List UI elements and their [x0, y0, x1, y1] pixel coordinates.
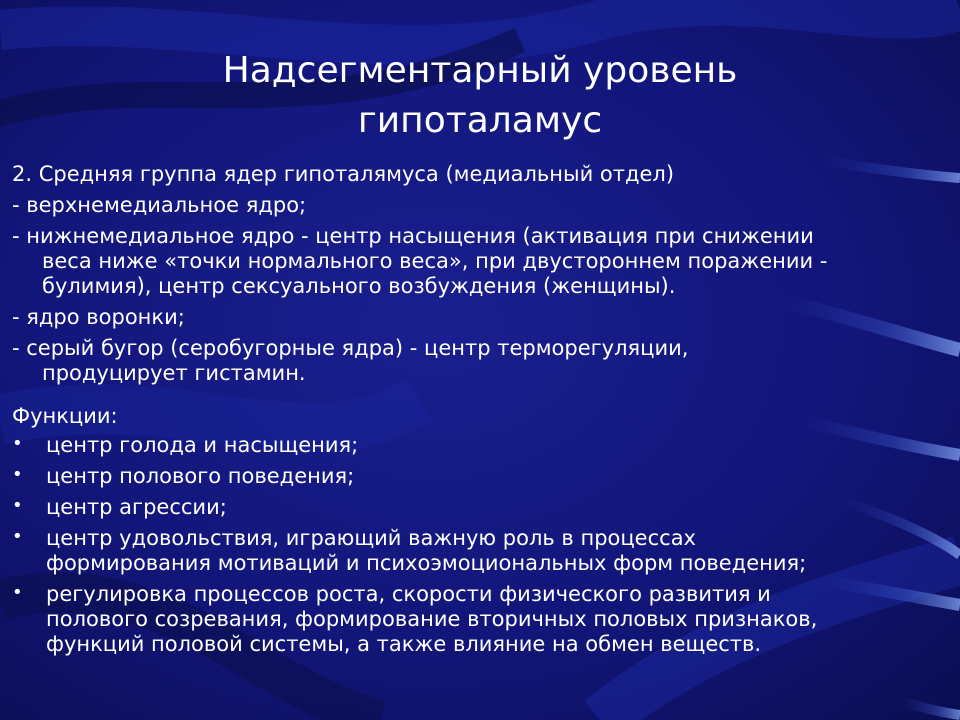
- bullet-icon: •: [12, 495, 23, 516]
- nucleus-item: [12, 336, 952, 386]
- bullet-icon: •: [12, 433, 23, 454]
- item-line: - серый бугор (серобугорные ядра) - центр терморегуляции,: [12, 336, 689, 360]
- function-item: [12, 526, 952, 576]
- bullet-icon: •: [12, 582, 23, 603]
- function-item: [12, 433, 952, 458]
- item-line: продуцирует гистамин.: [42, 361, 306, 385]
- function-line: центр полового поведения;: [46, 464, 355, 488]
- function-line: центр агрессии;: [46, 495, 227, 519]
- item-line: - верхнемедиальное ядро;: [12, 193, 307, 217]
- function-line: регулировка процессов роста, скорости физического развития и: [46, 582, 771, 606]
- nucleus-item: [12, 305, 952, 330]
- function-item: [12, 495, 952, 520]
- function-item: [12, 464, 952, 489]
- title-line-1: Надсегментарный уровень: [222, 50, 738, 91]
- function-line: полового созревания, формирование вторичных половых признаков,: [46, 607, 818, 631]
- title-line-2: гипоталамус: [357, 100, 603, 141]
- function-line: формирования мотиваций и психоэмоциональных форм поведения;: [46, 551, 807, 575]
- slide-body: [12, 162, 952, 663]
- bullet-icon: •: [12, 464, 23, 485]
- intro-heading: 2. Средняя группа ядер гипоталямуса (медиальный отдел): [12, 162, 675, 186]
- function-item: [12, 582, 952, 657]
- item-line: - нижнемедиальное ядро - центр насыщения (активация при снижении: [12, 224, 814, 248]
- function-line: центр удовольствия, играющий важную роль в процессах: [46, 526, 696, 550]
- bullet-icon: •: [12, 526, 23, 547]
- slide-title: [0, 46, 960, 146]
- item-line: веса ниже «точки нормального веса», при двустороннем поражении -: [42, 249, 828, 273]
- function-line: функций половой системы, а также влияние на обмен веществ.: [46, 632, 762, 656]
- item-line: булимия), центр сексуального возбуждения (женщины).: [42, 274, 676, 298]
- nucleus-item: [12, 224, 952, 299]
- functions-heading: Функции:: [12, 404, 118, 428]
- function-line: центр голода и насыщения;: [46, 433, 359, 457]
- nucleus-item: [12, 193, 952, 218]
- item-line: - ядро воронки;: [12, 305, 185, 329]
